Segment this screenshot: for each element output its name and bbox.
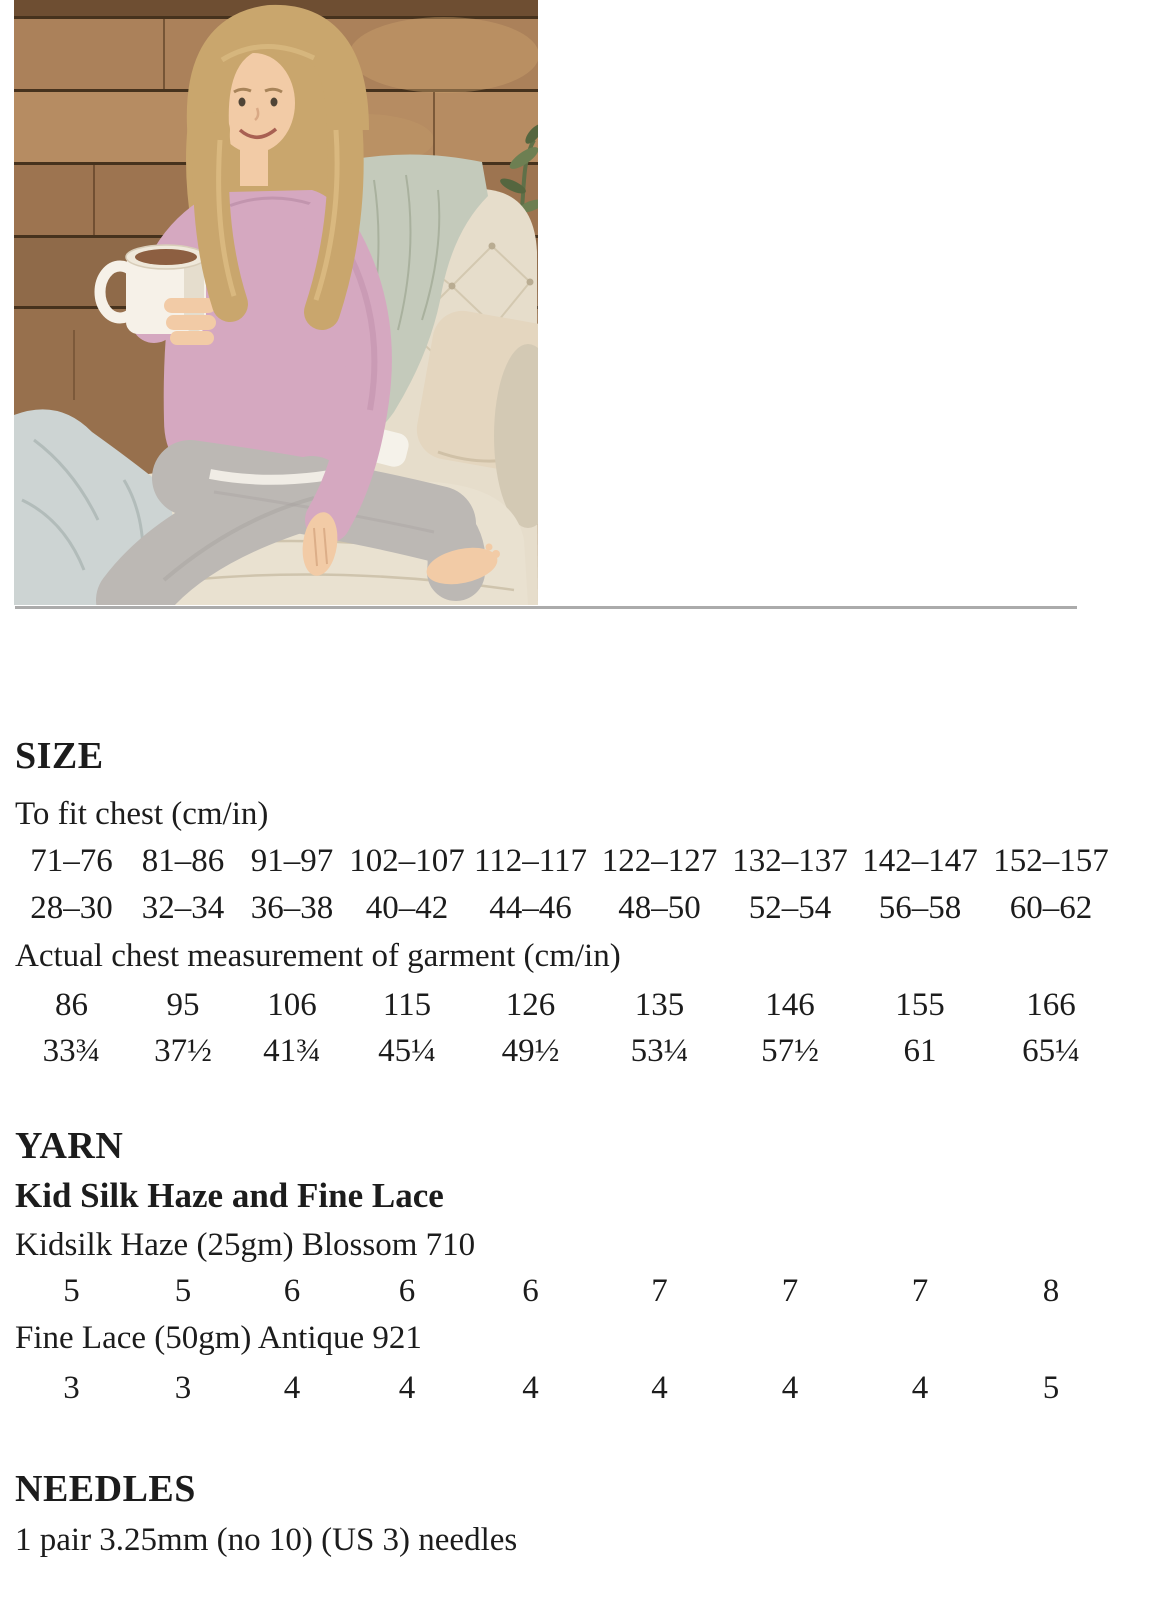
table-cell: 132–137 xyxy=(732,843,848,879)
table-cell: 4 xyxy=(781,1370,799,1406)
needles-text: 1 pair 3.25mm (no 10) (US 3) needles xyxy=(15,1522,518,1558)
table-cell: 146 xyxy=(765,987,815,1023)
table-cell: 91–97 xyxy=(250,843,334,879)
table-cell: 112–117 xyxy=(473,843,588,879)
table-cell: 57½ xyxy=(761,1033,819,1069)
table-cell: 4 xyxy=(398,1370,416,1406)
table-cell: 5 xyxy=(1042,1370,1060,1406)
table-cell: 52–54 xyxy=(748,890,832,926)
yarn2-quantities-row xyxy=(14,1369,1117,1409)
yarn1-label: Kidsilk Haze (25gm) Blossom 710 xyxy=(15,1227,476,1263)
table-cell: 53¼ xyxy=(630,1033,689,1069)
table-cell: 81–86 xyxy=(141,843,225,879)
table-cell: 7 xyxy=(911,1273,929,1309)
table-cell: 4 xyxy=(522,1370,539,1406)
table-cell: 61 xyxy=(903,1033,937,1069)
hero-photo-illustration xyxy=(14,0,538,605)
yarn-heading: YARN xyxy=(15,1125,124,1167)
table-cell: 49½ xyxy=(501,1033,560,1069)
table-cell: 4 xyxy=(283,1370,301,1406)
actual-in-row xyxy=(14,1032,1117,1072)
table-cell: 40–42 xyxy=(365,890,449,926)
table-cell: 36–38 xyxy=(250,890,334,926)
table-cell: 4 xyxy=(651,1370,668,1406)
table-cell: 95 xyxy=(166,987,200,1023)
yarn2-label: Fine Lace (50gm) Antique 921 xyxy=(15,1320,422,1356)
table-cell: 142–147 xyxy=(862,843,978,879)
to-fit-cm-row xyxy=(14,842,1117,882)
table-cell: 56–58 xyxy=(878,890,962,926)
actual-cm-row xyxy=(14,986,1117,1026)
table-cell: 33¾ xyxy=(42,1033,101,1069)
to-fit-in-row xyxy=(14,889,1117,929)
table-cell: 106 xyxy=(267,987,317,1023)
table-cell: 115 xyxy=(382,987,432,1023)
table-cell: 7 xyxy=(651,1273,668,1309)
divider-line xyxy=(15,606,1077,609)
table-cell: 6 xyxy=(398,1273,416,1309)
table-cell: 3 xyxy=(63,1370,80,1406)
table-cell: 126 xyxy=(505,987,556,1023)
table-cell: 6 xyxy=(522,1273,539,1309)
table-cell: 152–157 xyxy=(993,843,1109,879)
table-cell: 28–30 xyxy=(30,890,113,926)
table-cell: 155 xyxy=(895,987,945,1023)
table-cell: 8 xyxy=(1042,1273,1060,1309)
table-cell: 4 xyxy=(911,1370,929,1406)
hero-photo xyxy=(14,0,538,605)
to-fit-chest-label: To fit chest (cm/in) xyxy=(15,796,269,832)
size-heading: SIZE xyxy=(15,735,104,777)
table-cell: 65¼ xyxy=(1022,1033,1080,1069)
actual-chest-label: Actual chest measurement of garment (cm/in) xyxy=(15,938,621,974)
table-cell: 6 xyxy=(283,1273,301,1309)
table-cell: 86 xyxy=(55,987,88,1023)
table-cell: 122–127 xyxy=(601,843,718,879)
table-cell: 41¾ xyxy=(263,1033,321,1069)
table-cell: 48–50 xyxy=(618,890,701,926)
table-cell: 37½ xyxy=(154,1033,212,1069)
table-cell: 102–107 xyxy=(349,843,465,879)
table-cell: 135 xyxy=(634,987,685,1023)
table-cell: 5 xyxy=(174,1273,192,1309)
table-cell: 44–46 xyxy=(489,890,572,926)
table-cell: 5 xyxy=(63,1273,80,1309)
table-cell: 45¼ xyxy=(378,1033,436,1069)
table-cell: 60–62 xyxy=(1009,890,1093,926)
yarn1-quantities-row xyxy=(14,1272,1117,1312)
table-cell: 32–34 xyxy=(141,890,225,926)
coffee xyxy=(135,249,197,265)
table-cell: 71–76 xyxy=(30,843,113,879)
right-hand-fingers xyxy=(164,298,216,345)
table-cell: 3 xyxy=(174,1370,192,1406)
table-cell: 7 xyxy=(781,1273,799,1309)
yarn-name: Kid Silk Haze and Fine Lace xyxy=(15,1176,444,1215)
table-cell: 166 xyxy=(1026,987,1076,1023)
needles-heading: NEEDLES xyxy=(15,1468,196,1510)
